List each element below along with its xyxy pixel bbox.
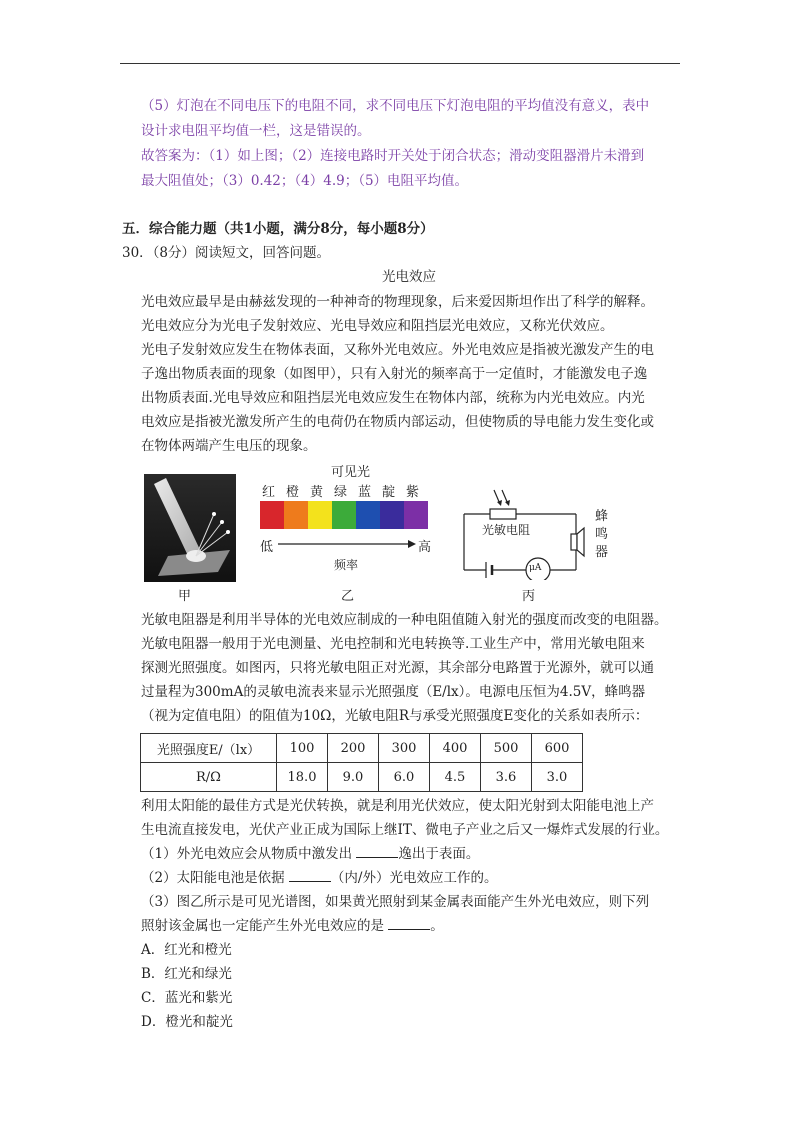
caption-bing: 丙 [522,589,536,604]
frequency-arrow [278,538,416,550]
answer-blank-3[interactable] [388,917,430,930]
spectrum-color-label: 靛 [382,485,396,500]
caption-yi: 乙 [341,589,355,604]
table-header-cell: R/Ω [141,763,277,792]
table-cell: 100 [277,734,328,763]
table-cell: 18.0 [277,763,328,792]
high-label: 高 [418,540,432,555]
figure-jia-photo [144,474,236,582]
paragraph-line: 光敏电阻器是利用半导体的光电效应制成的一种电阻值随入射光的强度而改变的电阻器。 [141,612,668,628]
answer-blank-1[interactable] [356,845,398,858]
table-cell: 500 [481,734,532,763]
option-a[interactable]: A．红光和橙光 [141,942,232,958]
paragraph-line: 在物体两端产生电压的现象。 [141,438,317,454]
paragraph-line: 过量程为300mA的灵敏电流表来显示光照强度（E/lx）。电源电压恒为4.5V，蜂鸣器 [141,684,646,700]
paragraph-line: 光电子发射效应发生在物体表面，又称外光电效应。外光电效应是指被光激发产生的电 [141,342,654,358]
table-cell: 4.5 [430,763,481,792]
frequency-label: 频率 [334,558,359,572]
spectrum-color-label: 黄 [310,485,324,500]
paragraph-line: （视为定值电阻）的阻值为10Ω，光敏电阻R与承受光照强度E变化的关系如表所示： [141,708,649,724]
sub1-text: （1）外光电效应会从物质中激发出 [141,846,357,862]
spectrum-band [308,501,333,529]
caption-jia: 甲 [178,589,192,604]
spectrum-color-label: 绿 [334,485,348,500]
paragraph-line: 光电效应分为光电子发射效应、光电导效应和阻挡层光电效应，又称光伏效应。 [141,318,614,334]
article-title: 光电效应 [382,269,436,285]
spectrum-color-label: 红 [262,485,276,500]
spectrum-band [332,501,357,529]
prev-answer-line-4: 最大阻值处；（3）0.42；（4）4.9；（5）电阻平均值。 [141,173,469,189]
sub2-text: （2）太阳能电池是依据 [141,870,289,886]
header-rule [120,63,680,64]
paragraph-line: 生电流直接发电，光伏产业正成为国际上继IT、微电子产业之后又一爆炸式发展的行业。 [141,822,669,838]
table-row [141,734,583,763]
spectrum-color-label: 橙 [286,485,300,500]
option-b[interactable]: B．红光和绿光 [141,966,232,982]
spectrum-band [380,501,405,529]
table-cell: 200 [328,734,379,763]
paragraph-line: 出物质表面.光电导效应和阻挡层光电效应发生在物体内部，统称为内光电效应。内光 [141,390,645,406]
paragraph-line: 光电效应最早是由赫兹发现的一种神奇的物理现象，后来爱因斯坦作出了科学的解释。 [141,294,654,310]
sub2-text-post: （内/外）光电效应工作的。 [330,870,498,886]
table-cell: 9.0 [328,763,379,792]
sub1-text-post: 逸出于表面。 [398,846,480,862]
table-cell: 400 [430,734,481,763]
spectrum-title: 可见光 [331,465,371,480]
spectrum-band [404,501,428,529]
sub3-text-post: 。 [430,918,444,934]
sub-question-3-line-2 [141,916,444,936]
prev-answer-line-1: （5）灯泡在不同电压下的电阻不同，求不同电压下灯泡电阻的平均值没有意义，表中 [141,98,650,114]
spectrum-bar [260,501,428,529]
table-row [141,763,583,792]
table-cell: 6.0 [379,763,430,792]
option-d[interactable]: D．橙光和靛光 [141,1014,233,1030]
low-label: 低 [260,540,274,555]
sub3-text: 照射该金属也一定能产生外光电效应的是 [141,918,389,934]
spectrum-color-label: 紫 [406,485,420,500]
spectrum-band [356,501,381,529]
table-header-cell: 光照强度E/（lx） [141,734,277,763]
section-title: 五．综合能力题（共1小题，满分8分，每小题8分） [122,221,434,237]
prev-answer-line-2: 设计求电阻平均值一栏，这是错误的。 [141,123,371,139]
spectrum-color-label: 蓝 [358,485,372,500]
paragraph-line: 光敏电阻器一般用于光电测量、光电控制和光电转换等.工业生产中，常用光敏电阻来 [141,636,645,652]
answer-blank-2[interactable] [289,869,331,882]
table-cell: 3.6 [481,763,532,792]
sub-question-1 [141,844,479,864]
spectrum-band [284,501,309,529]
ammeter-label: μA [529,563,542,573]
sub-question-2 [141,868,497,888]
question-stem: 30．（8分）阅读短文，回答问题。 [122,245,331,261]
buzzer-label: 蜂鸣器 [595,509,609,560]
photoresistor-label: 光敏电阻 [482,523,531,537]
paragraph-line: 利用太阳能的最佳方式是光伏转换，就是利用光伏效应，使太阳光射到太阳能电池上产 [141,798,654,814]
sub-question-3-line-1: （3）图乙所示是可见光谱图，如果黄光照射到某金属表面能产生外光电效应，则下列 [141,894,650,910]
data-table [140,733,583,792]
paragraph-line: 电效应是指被光激发所产生的电荷仍在物质内部运动，但使物质的导电能力发生变化或 [141,414,654,430]
prev-answer-line-3: 故答案为：（1）如上图；（2）连接电路时开关处于闭合状态；滑动变阻器滑片未滑到 [141,148,645,164]
table-cell: 600 [532,734,583,763]
option-c[interactable]: C．蓝光和紫光 [141,990,233,1006]
spectrum-band [260,501,285,529]
paragraph-line: 子逸出物质表面的现象（如图甲），只有入射光的频率高于一定值时，才能激发电子逸 [141,366,648,382]
table-cell: 300 [379,734,430,763]
paragraph-line: 探测光照强度。如图丙，只将光敏电阻正对光源，其余部分电路置于光源外，就可以通 [141,660,654,676]
table-cell: 3.0 [532,763,583,792]
